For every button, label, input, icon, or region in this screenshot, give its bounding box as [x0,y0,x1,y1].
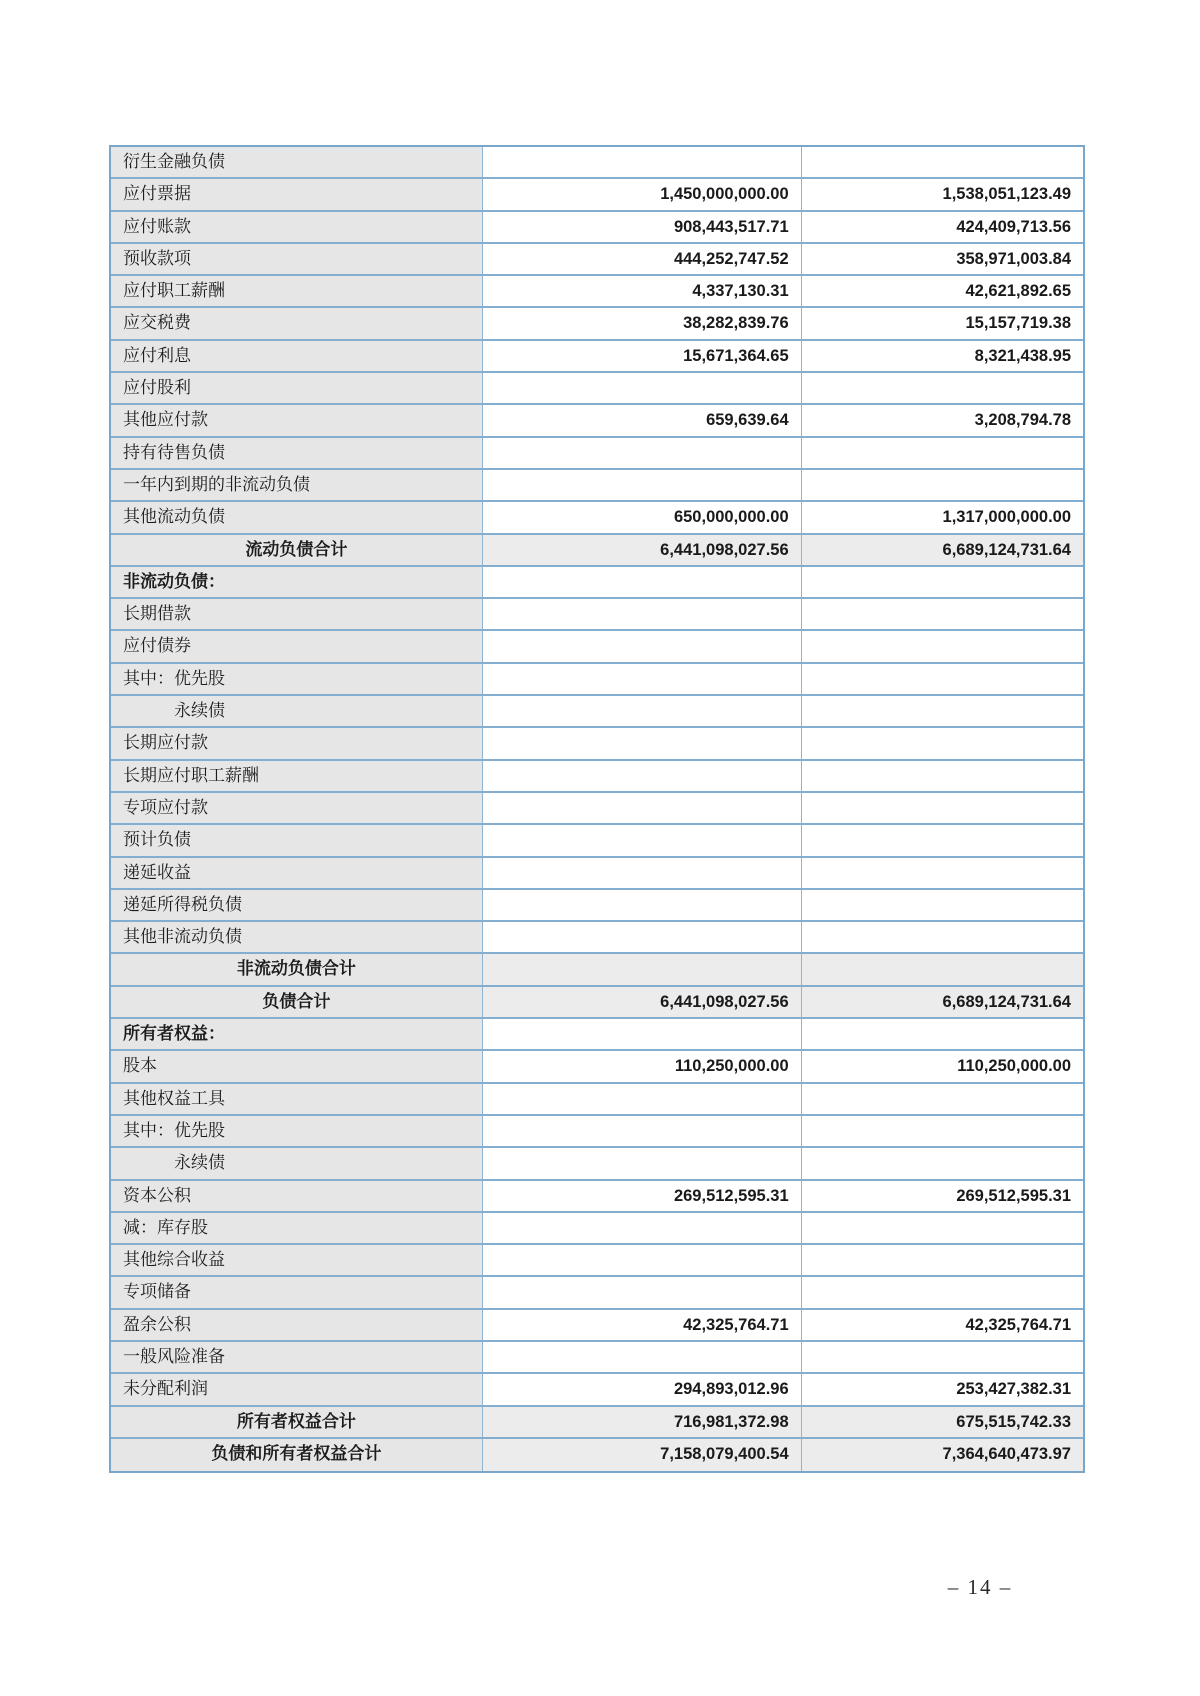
value-previous-cell: 42,325,764.71 [965,1315,1072,1334]
value-previous-cell: 1,317,000,000.00 [942,508,1072,527]
value-previous-cell [802,1342,1083,1372]
value-current-cell [483,567,802,597]
row-label-cell: 预收款项 [111,244,483,274]
value-current-cell [483,470,802,500]
value-previous-cell [802,1213,1083,1243]
row-label-cell: 资本公积 [111,1181,483,1211]
row-label-cell: 减：库存股 [111,1213,483,1243]
value-current-cell [483,631,802,661]
table-row [111,405,1083,437]
value-current-cell [483,858,802,888]
value-current-cell [483,890,802,920]
value-previous-cell: 15,157,719.38 [965,314,1072,333]
table-row [111,1277,1083,1309]
value-previous-cell [802,599,1083,629]
value-current-cell: 15,671,364.65 [483,341,802,371]
balance-sheet-table [109,145,1085,1473]
table-row [111,438,1083,470]
row-label-cell: 其中：优先股 [111,1116,483,1146]
table-row [111,664,1083,696]
value-current-cell: 269,512,595.31 [483,1181,802,1211]
value-previous-cell [802,696,1083,726]
table-row [111,825,1083,857]
value-previous-cell [802,761,1083,791]
row-label-cell: 应付利息 [111,341,483,371]
value-previous-cell [802,793,1083,823]
value-previous-cell: 6,689,124,731.64 [802,535,1083,565]
value-current-cell: 6,441,098,027.56 [483,987,802,1017]
row-label-cell: 流动负债合计 [111,535,483,565]
table-row [111,373,1083,405]
value-previous-cell [802,567,1083,597]
table-row [111,954,1083,986]
value-current-cell [483,147,802,177]
table-row [111,1148,1083,1180]
value-current-cell [483,1213,802,1243]
row-label-cell: 专项储备 [111,1277,483,1307]
value-previous-cell [802,664,1083,694]
value-current-cell [483,728,802,758]
value-current-cell [483,696,802,726]
value-current-cell [483,1116,802,1146]
value-previous-cell [802,728,1083,758]
value-current-cell: 38,282,839.76 [483,308,802,338]
value-current-cell: 908,443,517.71 [483,212,802,242]
value-current-cell: 6,441,098,027.56 [483,535,802,565]
value-previous-cell [802,1245,1083,1275]
row-label-cell: 持有待售负债 [111,438,483,468]
value-previous-cell: 3,208,794.78 [974,411,1072,430]
value-current-cell [483,1342,802,1372]
value-current-cell [483,825,802,855]
value-current-cell [483,599,802,629]
value-previous-cell [802,631,1083,661]
value-previous-cell [802,1116,1083,1146]
value-current-cell: 659,639.64 [483,405,802,435]
row-label-cell: 未分配利润 [111,1374,483,1404]
value-current-cell: 294,893,012.96 [483,1374,802,1404]
value-previous-cell [802,438,1083,468]
row-label-cell: 长期应付职工薪酬 [111,761,483,791]
row-label-cell: 应付职工薪酬 [111,276,483,306]
row-label-cell: 应付债券 [111,631,483,661]
row-label-cell: 其他非流动负债 [111,922,483,952]
table-row [111,1181,1083,1213]
table-row [111,631,1083,663]
row-label-cell: 递延所得税负债 [111,890,483,920]
row-label-cell: 递延收益 [111,858,483,888]
value-previous-cell: 42,621,892.65 [965,282,1072,301]
value-previous-cell: 110,250,000.00 [957,1057,1072,1076]
table-row [111,470,1083,502]
value-current-cell [483,1019,802,1049]
table-row [111,308,1083,340]
table-row [111,761,1083,793]
table-row [111,1116,1083,1148]
value-previous-cell: 1,538,051,123.49 [942,185,1072,204]
value-current-cell [483,1277,802,1307]
value-previous-cell [802,922,1083,952]
table-row [111,1374,1083,1406]
row-label-cell: 非流动负债合计 [111,954,483,984]
value-current-cell [483,922,802,952]
table-row [111,1245,1083,1277]
value-previous-cell [802,1019,1083,1049]
table-row [111,1342,1083,1374]
row-label-cell: 衍生金融负债 [111,147,483,177]
value-current-cell [483,1148,802,1178]
row-label-cell: 应交税费 [111,308,483,338]
table-row [111,1310,1083,1342]
table-row [111,987,1083,1019]
table-row [111,1019,1083,1051]
row-label-cell: 负债和所有者权益合计 [111,1439,483,1471]
value-previous-cell [802,825,1083,855]
row-label-cell: 其他权益工具 [111,1084,483,1114]
row-label-cell: 其中：优先股 [111,664,483,694]
value-current-cell: 650,000,000.00 [483,502,802,532]
value-previous-cell: 7,364,640,473.97 [802,1439,1083,1471]
value-previous-cell: 675,515,742.33 [802,1407,1083,1437]
row-label-cell: 应付票据 [111,179,483,209]
table-row [111,276,1083,308]
value-previous-cell [802,1277,1083,1307]
row-label-cell: 非流动负债： [111,567,483,597]
page-number: – 14 – [947,1575,1013,1599]
value-previous-cell [802,373,1083,403]
value-previous-cell: 358,971,003.84 [956,249,1072,268]
value-previous-cell [802,470,1083,500]
row-label-cell: 所有者权益： [111,1019,483,1049]
row-label-cell: 盈余公积 [111,1310,483,1340]
table-row [111,244,1083,276]
value-previous-cell [802,858,1083,888]
row-label-cell: 所有者权益合计 [111,1407,483,1437]
row-label-cell: 永续债 [111,1148,483,1178]
value-previous-cell [802,147,1083,177]
table-row [111,1213,1083,1245]
value-previous-cell: 269,512,595.31 [956,1186,1072,1205]
value-current-cell [483,438,802,468]
value-previous-cell [802,1148,1083,1178]
table-row [111,567,1083,599]
row-label-cell: 其他应付款 [111,405,483,435]
value-current-cell [483,373,802,403]
table-row [111,535,1083,567]
table-row [111,922,1083,954]
value-current-cell: 42,325,764.71 [483,1310,802,1340]
table-row [111,599,1083,631]
value-previous-cell: 8,321,438.95 [974,346,1072,365]
row-label-cell: 其他流动负债 [111,502,483,532]
table-row [111,728,1083,760]
row-label-cell: 应付股利 [111,373,483,403]
value-current-cell: 716,981,372.98 [483,1407,802,1437]
row-label-cell: 股本 [111,1051,483,1081]
table-row [111,179,1083,211]
value-current-cell [483,664,802,694]
value-previous-cell [802,1084,1083,1114]
value-previous-cell: 6,689,124,731.64 [802,987,1083,1017]
row-label-cell: 预计负债 [111,825,483,855]
value-previous-cell: 424,409,713.56 [956,217,1072,236]
row-label-cell: 长期借款 [111,599,483,629]
table-row [111,1084,1083,1116]
table-row [111,1407,1083,1439]
row-label-cell: 其他综合收益 [111,1245,483,1275]
value-current-cell: 1,450,000,000.00 [483,179,802,209]
table-row [111,793,1083,825]
row-label-cell: 专项应付款 [111,793,483,823]
value-current-cell [483,761,802,791]
table-row [111,1439,1083,1471]
table-row [111,696,1083,728]
value-previous-cell: 253,427,382.31 [956,1380,1072,1399]
value-current-cell: 110,250,000.00 [483,1051,802,1081]
value-current-cell [483,1245,802,1275]
table-row [111,147,1083,179]
table-row [111,212,1083,244]
row-label-cell: 负债合计 [111,987,483,1017]
value-current-cell [483,1084,802,1114]
table-row [111,858,1083,890]
table-row [111,1051,1083,1083]
row-label-cell: 永续债 [111,696,483,726]
table-row [111,890,1083,922]
value-current-cell: 4,337,130.31 [483,276,802,306]
row-label-cell: 一般风险准备 [111,1342,483,1372]
value-previous-cell [802,890,1083,920]
value-current-cell: 7,158,079,400.54 [483,1439,802,1471]
table-row [111,341,1083,373]
value-current-cell [483,954,802,984]
row-label-cell: 长期应付款 [111,728,483,758]
row-label-cell: 应付账款 [111,212,483,242]
value-current-cell: 444,252,747.52 [483,244,802,274]
table-row [111,502,1083,534]
value-previous-cell [802,954,1083,984]
value-current-cell [483,793,802,823]
row-label-cell: 一年内到期的非流动负债 [111,470,483,500]
